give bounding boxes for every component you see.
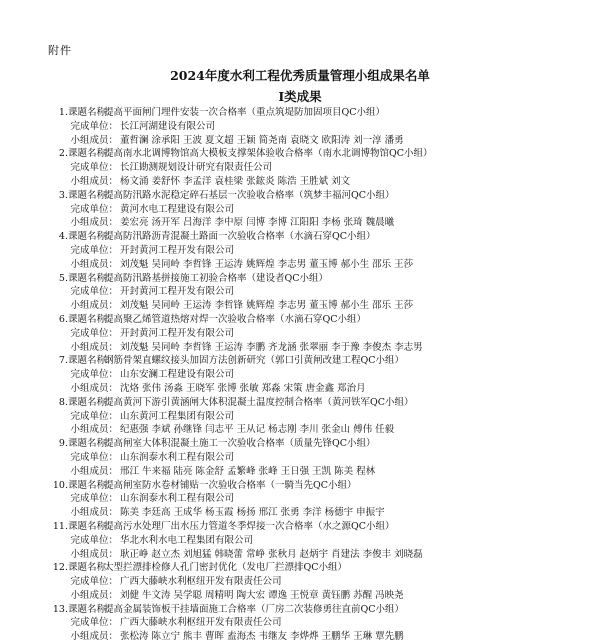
group-members: 刘茂魁 吴同岭 李哲锋 王运涛 姚辉煌 李志男 董玉博 郝小生 邵乐 王莎 [120, 258, 414, 270]
document-subtitle: I类成果 [278, 89, 322, 104]
completion-unit: 广西大藤峡水利枢纽开发有限责任公司 [120, 576, 282, 588]
completion-unit: 长江河湖建设有限公司 [120, 120, 216, 132]
group-members: 陈美 李廷高 王成华 杨玉霞 杨扬 邢江 张勇 李洋 杨德宇 申振宇 [120, 507, 385, 519]
completion-unit-label: 完成单位： [70, 493, 118, 505]
completion-unit-label: 完成单位： [70, 244, 118, 256]
group-members: 董哲澜 涂承阳 王波 夏文超 王颖 简尧南 袁晓文 欧阳涛 刘一淳 潘勇 [120, 134, 404, 146]
topic-name: 提高防汛路水泥稳定碎石基层一次验收合格率（筑梦丰福河QC小组） [104, 189, 395, 201]
topic-name: 提高污水处理厂出水压力管道冬季焊接一次合格率（水之源QC小组） [104, 520, 395, 532]
completion-unit-label: 完成单位： [70, 120, 118, 132]
results-list [52, 106, 572, 644]
completion-unit-label: 完成单位： [70, 369, 118, 381]
topic-name-label: 课题名称： [68, 603, 116, 615]
completion-unit-row [52, 616, 572, 630]
result-item [52, 147, 572, 188]
completion-unit-row [52, 161, 572, 175]
completion-unit-row [52, 492, 572, 506]
topic-name-label: 课题名称： [68, 272, 116, 284]
completion-unit: 长江勘测规划设计研究有限责任公司 [120, 162, 273, 174]
completion-unit-row [52, 534, 572, 548]
completion-unit-row [52, 244, 572, 258]
topic-name-row [52, 230, 572, 244]
item-number: 7. [58, 355, 68, 367]
topic-name: 提高防汛路沥青混凝土路面一次验收合格率（水滴石穿QC小组） [104, 231, 376, 243]
topic-name-row [52, 437, 572, 451]
group-members-row [52, 341, 572, 355]
topic-name: 提高闸室防水卷材铺贴一次验收合格率（一騎当先QC小组） [104, 479, 357, 491]
group-members-row [52, 299, 572, 313]
topic-name: 提高黄河下游引黄涵闸大体积混凝土温度控制合格率（黄河铁军QC小组） [104, 396, 414, 408]
group-members: 纪惠强 李斌 孙继锋 闫志平 王从记 杨志刚 李川 张金山 傅伟 任毅 [120, 424, 395, 436]
group-members: 姜宏亮 汤开军 吕海洋 李中原 闫博 李博 江阳阳 李杨 张琦 魏晨曦 [120, 217, 395, 229]
topic-name-label: 课题名称： [68, 313, 116, 325]
group-members: 刘健 牛文涛 吴学聪 周精明 陶大宏 谭逸 王悦章 黄钰鹏 苏醒 冯映尧 [120, 589, 404, 601]
group-members-label: 小组成员： [70, 465, 118, 477]
item-number: 8. [58, 396, 68, 408]
document-title: 2024年度水利工程优秀质量管理小组成果名单 [170, 68, 430, 83]
topic-name-row [52, 147, 572, 161]
completion-unit-row [52, 285, 572, 299]
group-members-row [52, 216, 572, 230]
group-members: 沈烙 张伟 汤淼 王晓军 张博 张敏 郑淼 宋策 唐金鑫 郑治月 [120, 382, 366, 394]
result-item [52, 313, 572, 354]
group-members-label: 小组成员： [70, 217, 118, 229]
group-members-label: 小组成员： [70, 382, 118, 394]
topic-name-row [52, 561, 572, 575]
topic-name: 提高防汛路基拼接施工初验合格率（建设者QC小组） [104, 272, 329, 284]
topic-name-row [52, 106, 572, 120]
result-item [52, 561, 572, 602]
group-members-label: 小组成员： [70, 424, 118, 436]
completion-unit-label: 完成单位： [70, 286, 118, 298]
completion-unit-row [52, 203, 572, 217]
completion-unit: 山东润泰水利工程有限公司 [120, 451, 235, 463]
result-item [52, 603, 572, 644]
completion-unit-label: 完成单位： [70, 534, 118, 546]
group-members-label: 小组成员： [70, 507, 118, 519]
topic-name-label: 课题名称： [68, 520, 116, 532]
topic-name-label: 课题名称： [68, 231, 116, 243]
group-members-label: 小组成员： [70, 175, 118, 187]
result-item [52, 106, 572, 147]
completion-unit: 黄河水电工程建设有限公司 [120, 203, 235, 215]
completion-unit: 山东润泰水利工程有限公司 [120, 493, 235, 505]
topic-name: 钢筋骨架直螺纹接头加固方法创新研究（郭口引黄闸改建工程QC小组） [104, 355, 405, 367]
group-members-row [52, 175, 572, 189]
topic-name-label: 课题名称： [68, 438, 116, 450]
item-number: 10. [52, 479, 68, 491]
group-members-row [52, 506, 572, 520]
group-members: 杨文涌 姜舒怀 李孟洋 袁桂梁 张鋐炎 陈浩 王胜斌 刘文 [120, 175, 351, 187]
completion-unit: 开封黄河工程开发有限公司 [120, 286, 235, 298]
topic-name-label: 课题名称： [68, 396, 116, 408]
topic-name-row [52, 313, 572, 327]
result-item [52, 479, 572, 520]
attachment-label: 附件 [48, 44, 72, 57]
topic-name-label: 课题名称： [68, 148, 116, 160]
result-item [52, 272, 572, 313]
item-number: 4. [58, 231, 68, 243]
topic-name-row [52, 272, 572, 286]
topic-name-label: 课题名称： [68, 479, 116, 491]
completion-unit: 广西大藤峡水利枢纽开发有限责任公司 [120, 617, 282, 629]
completion-unit-row [52, 368, 572, 382]
group-members: 刘茂魁 吴同岭 王运涛 李哲锋 姚辉煌 李志男 董玉博 郝小生 邵乐 王莎 [120, 300, 414, 312]
completion-unit-row [52, 575, 572, 589]
result-item [52, 189, 572, 230]
completion-unit-row [52, 120, 572, 134]
completion-unit-label: 完成单位： [70, 410, 118, 422]
topic-name: 提高闸室大体积混凝土施工一次验收合格率（质量先锋QC小组） [104, 438, 376, 450]
group-members: 邢江 牛来福 陆亮 陈金舒 孟繁峰 张峰 王日强 王凯 陈美 程林 [120, 465, 376, 477]
group-members-label: 小组成员： [70, 300, 118, 312]
topic-name: 提高平面闸门埋件安装一次合格率（重点筑堤防加固项目QC小组） [104, 107, 386, 118]
topic-name: 提高南水北调博物馆高大模板支撑架体验收合格率（南水北调博物馆QC小组） [104, 148, 433, 160]
completion-unit-label: 完成单位： [70, 451, 118, 463]
topic-name: 大型拦漂排检修人孔门密封优化（发电厂拦漂排QC小组） [104, 562, 348, 574]
group-members-row [52, 548, 572, 562]
completion-unit-label: 完成单位： [70, 327, 118, 339]
topic-name-label: 课题名称： [68, 107, 116, 118]
topic-name-row [52, 396, 572, 410]
completion-unit-label: 完成单位： [70, 576, 118, 588]
group-members-label: 小组成员： [70, 258, 118, 270]
item-number: 6. [58, 313, 68, 325]
topic-name-row [52, 354, 572, 368]
item-number: 9. [58, 438, 68, 450]
completion-unit-label: 完成单位： [70, 617, 118, 629]
group-members-row [52, 382, 572, 396]
result-item [52, 354, 572, 395]
topic-name-row [52, 479, 572, 493]
item-number: 3. [58, 189, 68, 201]
item-number: 2. [58, 148, 68, 160]
group-members: 张松涛 陈立宁 熊丰 曹晖 盍海杰 韦继友 李烨烨 王鹏华 王琳 覃先鹏 [120, 631, 404, 643]
topic-name: 提高聚乙烯管道热熔对焊一次验收合格率（水滴石穿QC小组） [104, 313, 367, 325]
topic-name-label: 课题名称： [68, 355, 116, 367]
item-number: 5. [58, 272, 68, 284]
topic-name-label: 课题名称： [68, 189, 116, 201]
group-members-row [52, 258, 572, 272]
group-members-label: 小组成员： [70, 631, 118, 643]
completion-unit-label: 完成单位： [70, 203, 118, 215]
group-members: 刘茂魁 吴同岭 李哲锋 王运涛 李鹏 齐龙涵 张翠丽 李于豫 李俊杰 李志男 [120, 341, 423, 353]
item-number: 12. [52, 562, 68, 574]
result-item [52, 520, 572, 561]
group-members: 耿正峥 赵立杰 刘旭猛 韩晓蕾 常峥 张秋月 赵炳宇 肖建法 李俊丰 刘晓磊 [120, 548, 423, 560]
group-members-row [52, 589, 572, 603]
item-number: 1. [58, 107, 68, 118]
completion-unit-row [52, 410, 572, 424]
topic-name-row [52, 603, 572, 617]
group-members-row [52, 630, 572, 644]
completion-unit: 山东安澜工程建设有限公司 [120, 369, 235, 381]
item-number: 11. [52, 520, 68, 532]
group-members-row [52, 423, 572, 437]
topic-name: 提高金属装饰板干挂墙面施工合格率（厂房二次装修勇往直前QC小组） [104, 603, 405, 615]
completion-unit: 华北水利水电工程集团有限公司 [120, 534, 254, 546]
completion-unit-row [52, 451, 572, 465]
result-item [52, 437, 572, 478]
completion-unit: 开封黄河工程开发有限公司 [120, 327, 235, 339]
result-item [52, 396, 572, 437]
group-members-label: 小组成员： [70, 134, 118, 146]
result-item [52, 230, 572, 271]
completion-unit-label: 完成单位： [70, 162, 118, 174]
group-members-row [52, 465, 572, 479]
completion-unit: 开封黄河工程开发有限公司 [120, 244, 235, 256]
group-members-row [52, 134, 572, 148]
topic-name-row [52, 520, 572, 534]
group-members-label: 小组成员： [70, 341, 118, 353]
topic-name-label: 课题名称： [68, 562, 116, 574]
group-members-label: 小组成员： [70, 548, 118, 560]
group-members-label: 小组成员： [70, 589, 118, 601]
completion-unit-row [52, 327, 572, 341]
item-number: 13. [52, 603, 68, 615]
topic-name-row [52, 189, 572, 203]
completion-unit: 山东黄河工程集团有限公司 [120, 410, 235, 422]
